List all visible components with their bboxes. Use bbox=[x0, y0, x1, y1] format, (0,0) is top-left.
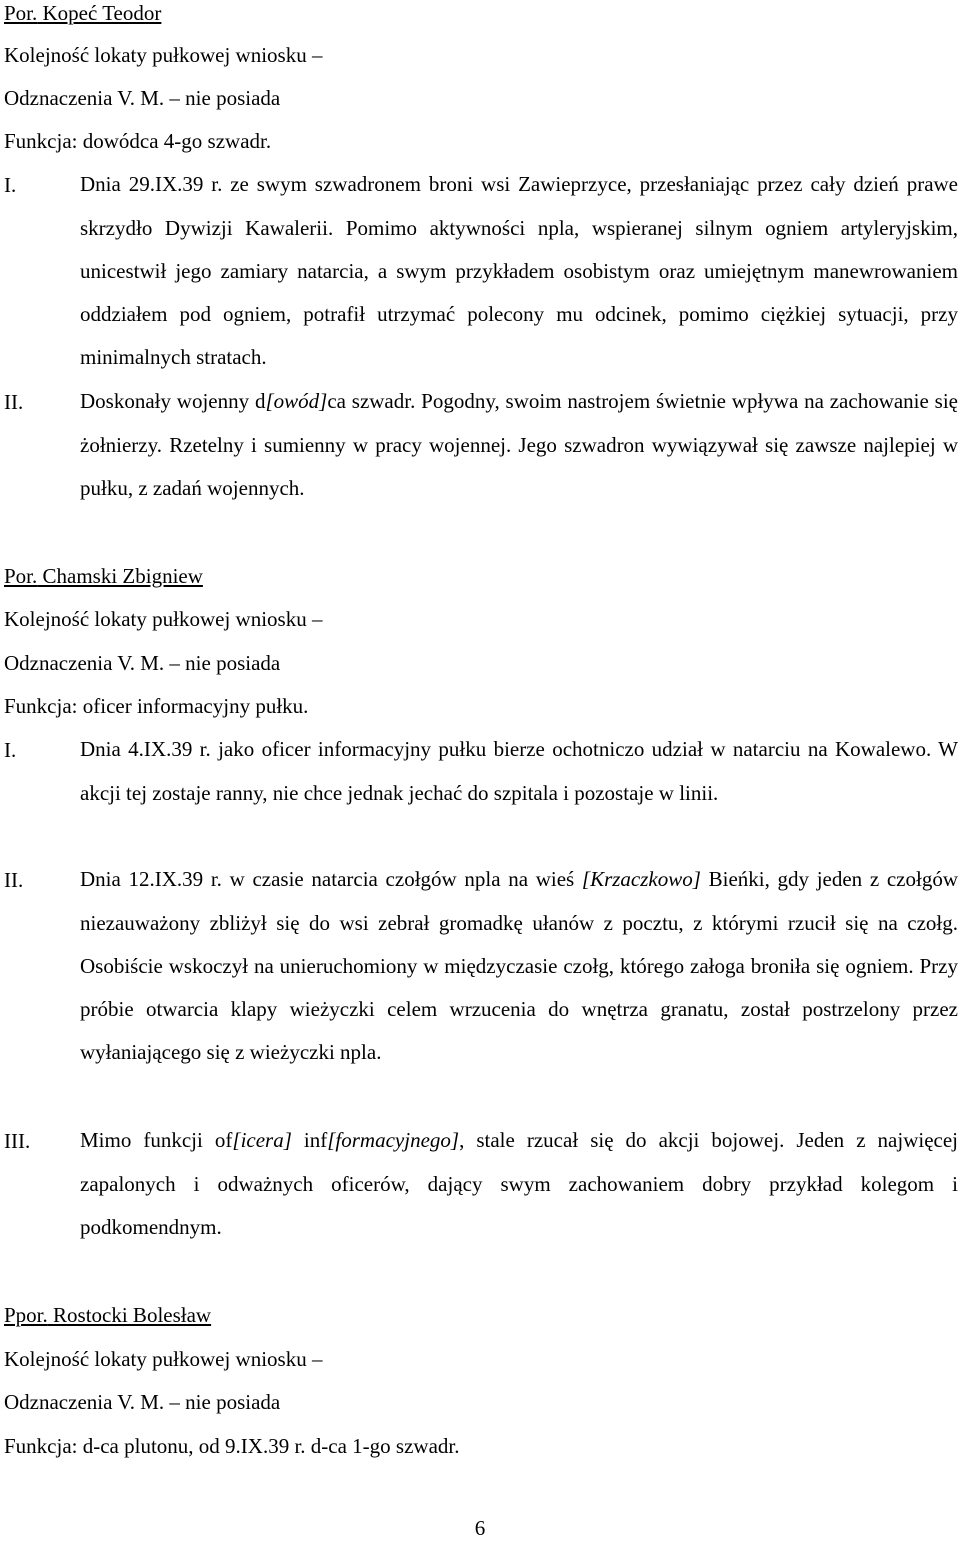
function-line: Funkcja: oficer informacyjny pułku. bbox=[4, 694, 309, 718]
text-span: inf bbox=[291, 1128, 328, 1153]
function-line: Funkcja: d-ca plutonu, od 9.IX.39 r. d-ca 1-go szwadr. bbox=[4, 1434, 460, 1458]
text-span: Doskonały wojenny d bbox=[80, 389, 266, 414]
editorial-insert: [owód] bbox=[265, 389, 328, 414]
officer-heading bbox=[4, 563, 203, 589]
order-line: Kolejność lokaty pułkowej wniosku – bbox=[4, 43, 323, 67]
merit-text: Dnia 29.IX.39 r. ze swym szwadronem broni wsi Zawieprzyce, przesłaniając przez cały dzień prawe skrzydło Dywizji Kawalerii. Pomimo aktywności npla, wspieranej silnym ogniem artyleryjskim, unicestwił jego zamiary natarcia, a swym przykładem osobistym oraz umiejętnym manewrowaniem oddziałem pod ogniem, potrafił utrzymać polecony mu odcinek, pomimo ciężkiej sytuacji, przy minimalnych stratach. bbox=[80, 172, 958, 370]
merit-number: II. bbox=[4, 868, 24, 892]
order-line: Kolejność lokaty pułkowej wniosku – bbox=[4, 1347, 323, 1371]
order-line: Kolejność lokaty pułkowej wniosku – bbox=[4, 607, 323, 631]
text-span: , stale rzucał się do akcji bojowej. Jeden z najwięcej zapalonych i odważnych oficerów, dający swym zachowaniem dobry przykład kolegom i podkomendnym. bbox=[80, 1128, 959, 1239]
editorial-insert: [formacyjnego] bbox=[327, 1128, 460, 1153]
officer-name: Rostocki Bolesław bbox=[53, 1303, 212, 1327]
merit-text bbox=[80, 380, 958, 510]
merit-number: III. bbox=[4, 1129, 31, 1153]
officer-heading bbox=[4, 1302, 211, 1328]
merit-text bbox=[80, 1119, 958, 1249]
function-line: Funkcja: dowódca 4-go szwadr. bbox=[4, 129, 272, 153]
officer-rank: Por. bbox=[4, 564, 38, 588]
officer-rank: Por. bbox=[4, 1, 38, 25]
text-span: ca szwadr. Pogodny, swoim nastrojem świetnie wpływa na zachowanie się żołnierzy. Rzetelny i sumienny w pracy wojennej. Jego szwadron wywiązywał się zawsze najlepiej w pułku, z zadań wojennych. bbox=[80, 389, 958, 500]
merit-text: Dnia 4.IX.39 r. jako oficer informacyjny pułku bierze ochotniczo udział w natarciu na Kowalewo. W akcji tej zostaje ranny, nie chce jednak jechać do szpitala i pozostaje w linii. bbox=[80, 737, 958, 805]
page-number: 6 bbox=[474, 1516, 486, 1540]
text-span: Mimo funkcji of bbox=[80, 1128, 233, 1153]
merit-text bbox=[80, 858, 958, 1074]
medals-line: Odznaczenia V. M. – nie posiada bbox=[4, 1390, 281, 1414]
editorial-insert: [Krzaczkowo] bbox=[581, 867, 701, 892]
medals-line: Odznaczenia V. M. – nie posiada bbox=[4, 651, 281, 675]
merit-number: I. bbox=[4, 738, 17, 762]
text-span: Dnia 12.IX.39 r. w czasie natarcia czołgów npla na wieś bbox=[80, 867, 582, 892]
editorial-insert: [icera] bbox=[232, 1128, 292, 1153]
officer-name: Chamski Zbigniew bbox=[42, 564, 203, 588]
text-span: Bieńki, gdy jeden z czołgów niezauważony zbliżył się do wsi zebrał gromadkę ułanów z pocztu, z którymi rzucił się na czołg. Osobiście wskoczył na unieruchomiony w międzyczasie czołg, którego załoga broniła się ogniem. Przy próbie otwarcia klapy wieżyczki celem wrzucenia do wnętrza granatu, został postrzelony przez wyłaniającego się z wieżyczki npla. bbox=[80, 867, 959, 1065]
merit-number: I. bbox=[4, 173, 17, 197]
medals-line: Odznaczenia V. M. – nie posiada bbox=[4, 86, 281, 110]
officer-rank: Ppor. bbox=[4, 1303, 48, 1327]
officer-name: Kopeć Teodor bbox=[42, 1, 162, 25]
merit-number: II. bbox=[4, 390, 24, 414]
officer-heading bbox=[4, 0, 161, 26]
